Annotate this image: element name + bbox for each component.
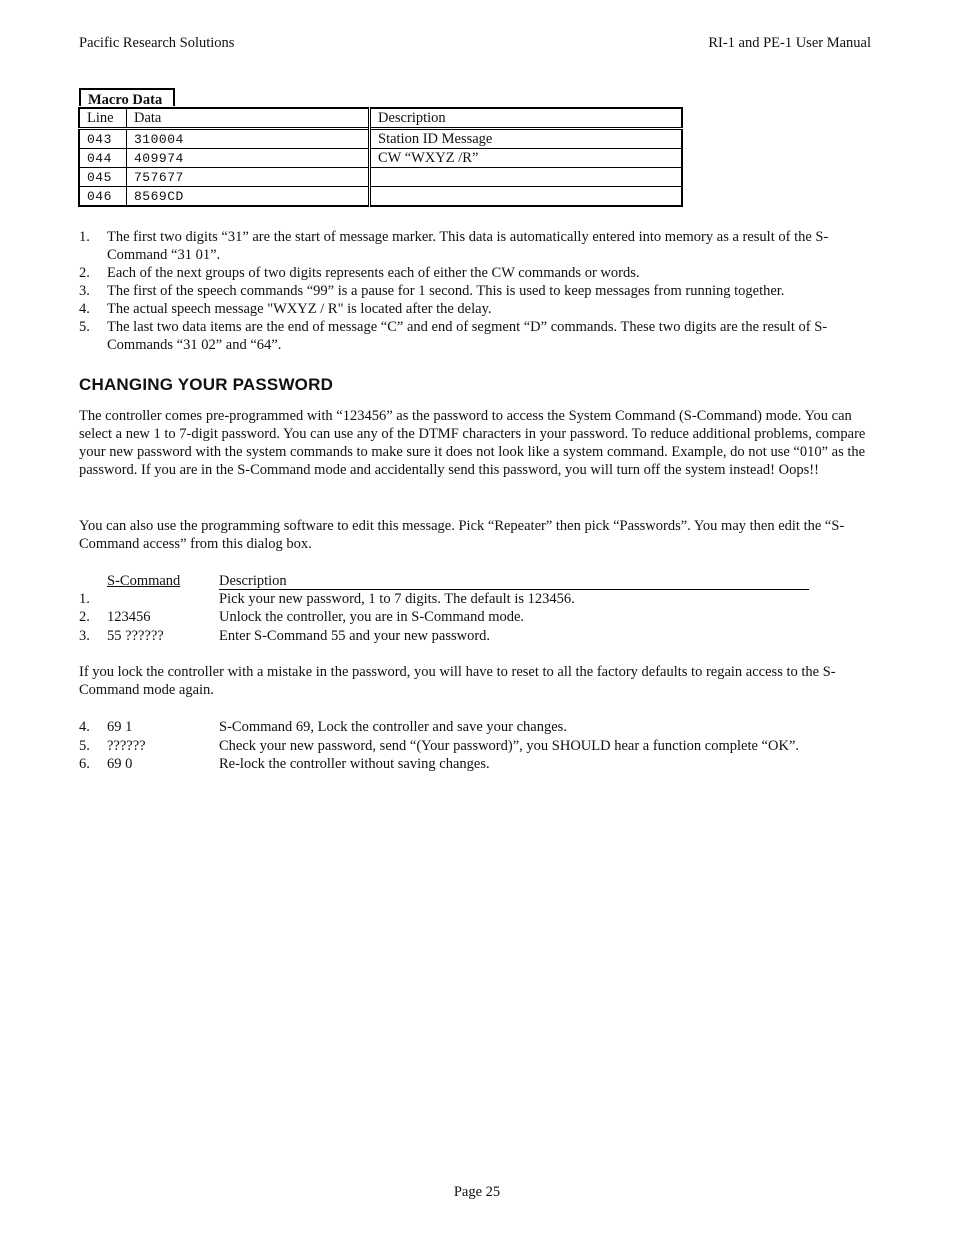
running-header-left: Pacific Research Solutions <box>79 35 235 51</box>
step-description: Unlock the controller, you are in S-Command mode. <box>219 609 525 625</box>
list-item <box>79 264 874 282</box>
cell-data: 757677 <box>127 168 370 187</box>
table-row <box>79 129 682 149</box>
step-number: 3. <box>79 628 90 644</box>
list-item <box>79 282 874 300</box>
command-step <box>79 755 874 773</box>
cell-data: 8569CD <box>127 187 370 207</box>
cell-description <box>370 168 683 187</box>
list-item <box>79 318 874 354</box>
section-heading: CHANGING YOUR PASSWORD <box>79 375 334 394</box>
step-description: Enter S-Command 55 and your new password. <box>219 628 491 644</box>
table-row <box>79 187 682 207</box>
list-item-number: 2. <box>79 265 90 281</box>
running-header-right: RI-1 and PE-1 User Manual <box>708 35 871 51</box>
macro-data-table <box>78 107 683 207</box>
command-step <box>79 627 874 645</box>
list-item-text: Each of the next groups of two digits represents each of either the CW commands or words. <box>107 265 640 281</box>
cell-description: Station ID Message <box>370 129 683 149</box>
list-item-text: The first of the speech commands “99” is a pause for 1 second. This is used to keep messages from running together. <box>107 283 785 299</box>
step-command: 69 1 <box>107 719 133 735</box>
list-item-number: 1. <box>79 229 90 245</box>
cell-description <box>370 187 683 207</box>
list-item-number: 3. <box>79 283 90 299</box>
list-item-number: 5. <box>79 319 90 335</box>
cell-line: 045 <box>79 168 127 187</box>
step-command: 69 0 <box>107 756 133 772</box>
step-command: 123456 <box>107 609 151 625</box>
step-command: 55 ?????? <box>107 628 164 644</box>
list-item-number: 4. <box>79 301 90 317</box>
command-step <box>79 590 874 608</box>
list-item <box>79 300 874 318</box>
paragraph-software-edit: You can also use the programming software to edit this message. Pick “Repeater” then pick “Passwords”. You may then edit the “S-Command access” from this dialog box. <box>79 518 845 552</box>
step-number: 1. <box>79 591 90 607</box>
table-row <box>79 168 682 187</box>
step-description: Re-lock the controller without saving changes. <box>219 756 490 772</box>
step-description: S-Command 69, Lock the controller and save your changes. <box>219 719 567 735</box>
cell-description: CW “WXYZ /R” <box>370 149 683 168</box>
page-number: Page 25 <box>453 1184 501 1200</box>
step-number: 4. <box>79 719 90 735</box>
step-number: 2. <box>79 609 90 625</box>
step-number: 5. <box>79 738 90 754</box>
macro-notes-list <box>79 228 874 354</box>
command-column-header: S-Command <box>107 573 181 589</box>
list-item-text: The last two data items are the end of message “C” and end of segment “D” commands. These two digits are the result of S-Commands “31 02” and “64”. <box>107 319 828 353</box>
paragraph-lock-warning: If you lock the controller with a mistake in the password, you will have to reset to all the factory defaults to regain access to the S-Command mode again. <box>79 664 836 698</box>
command-list-header <box>79 572 809 590</box>
command-step <box>79 608 874 626</box>
list-item <box>79 228 874 264</box>
list-item-text: The actual speech message "WXYZ / R" is located after the delay. <box>107 301 492 317</box>
command-step <box>79 737 874 755</box>
column-header-line: Line <box>79 108 127 129</box>
paragraph-password-intro: The controller comes pre-programmed with “123456” as the password to access the System Command (S-Command) mode. You can select a new 1 to 7-digit password. You can use any of the DTMF characters in your password. To reduce additional problems, compare your new password with the system commands to make sure it does not look like a system command. Example, do not use “010” as the password. If you are in the S-Command mode and accidentally send this password, you will turn off the system instead! Oops!! <box>79 408 866 478</box>
step-number: 6. <box>79 756 90 772</box>
description-column-header: Description <box>219 572 809 590</box>
macro-table-title: Macro Data <box>79 88 175 106</box>
step-description: Pick your new password, 1 to 7 digits. The default is 123456. <box>219 591 575 607</box>
cell-line: 046 <box>79 187 127 207</box>
cell-line: 043 <box>79 129 127 149</box>
step-command: ?????? <box>107 738 146 754</box>
table-row <box>79 149 682 168</box>
command-step <box>79 718 874 736</box>
column-header-data: Data <box>127 108 370 129</box>
cell-line: 044 <box>79 149 127 168</box>
macro-table-header-row <box>79 108 682 129</box>
cell-data: 310004 <box>127 129 370 149</box>
step-description: Check your new password, send “(Your password)”, you SHOULD hear a function complete “OK”. <box>219 738 799 754</box>
column-header-description: Description <box>370 108 683 129</box>
list-item-text: The first two digits “31” are the start of message marker. This data is automatically entered into memory as a result of the S-Command “31 01”. <box>107 229 829 263</box>
cell-data: 409974 <box>127 149 370 168</box>
